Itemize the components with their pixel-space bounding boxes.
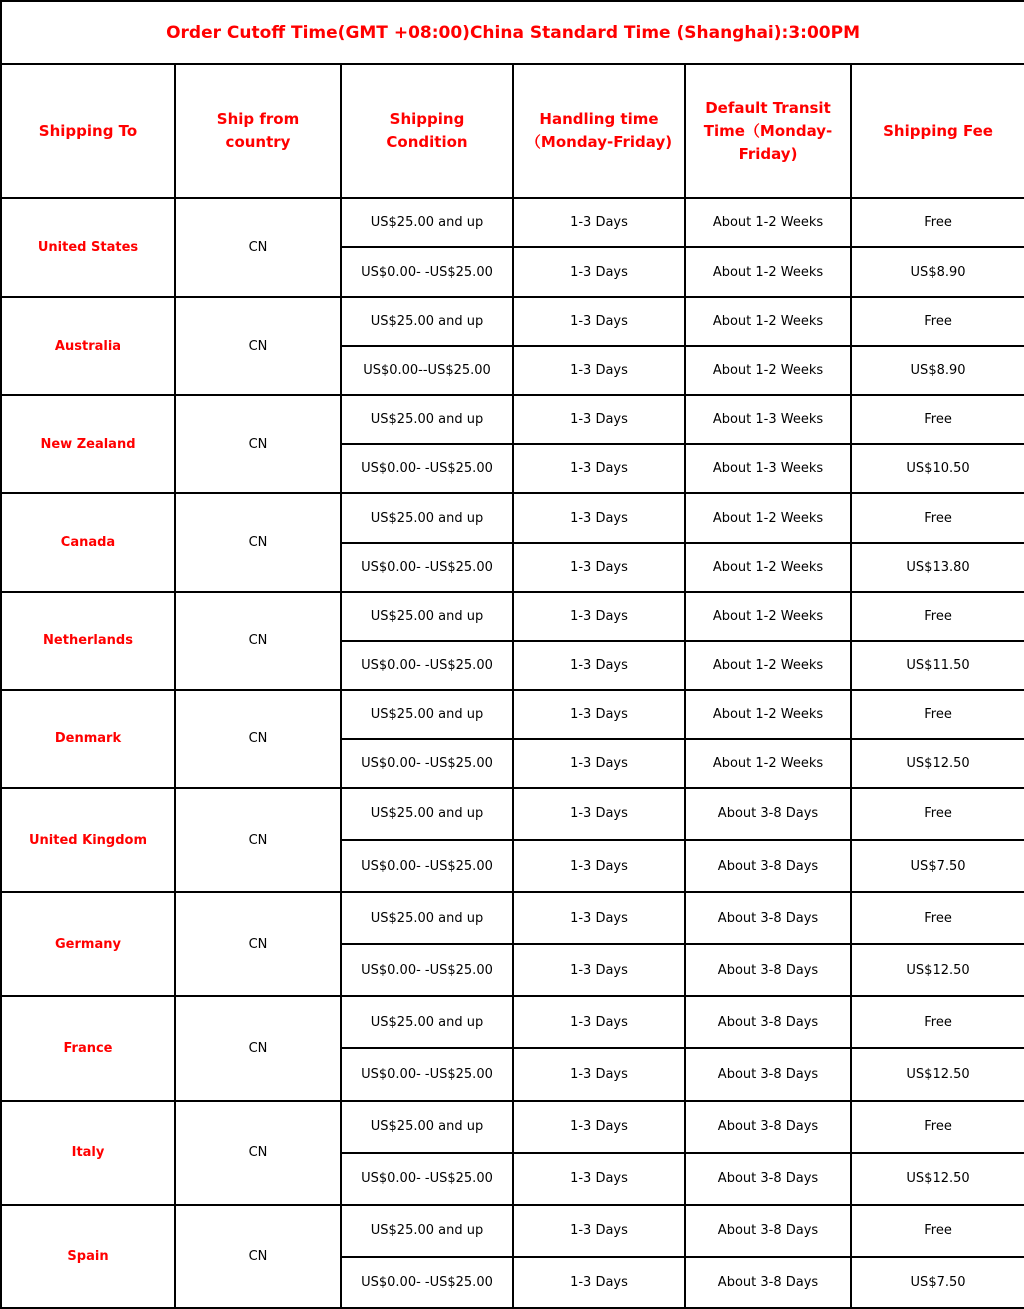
condition-cell: US$25.00 and up	[341, 996, 513, 1048]
handling-cell: 1-3 Days	[513, 493, 685, 542]
table-row	[1, 1101, 1024, 1153]
handling-cell: 1-3 Days	[513, 788, 685, 840]
condition-cell: US$0.00- -US$25.00	[341, 1048, 513, 1100]
header-shipping-fee: Shipping Fee	[851, 64, 1024, 198]
header-shipping-to: Shipping To	[1, 64, 175, 198]
condition-cell: US$25.00 and up	[341, 297, 513, 346]
fee-cell: US$12.50	[851, 1048, 1024, 1100]
country-cell: Germany	[1, 892, 175, 996]
transit-cell: About 1-2 Weeks	[685, 297, 851, 346]
country-cell: United States	[1, 198, 175, 297]
ship-from-cell: CN	[175, 395, 341, 493]
ship-from-cell: CN	[175, 493, 341, 591]
table-row	[1, 493, 1024, 542]
header-handling-time: Handling time（Monday-Friday)	[513, 64, 685, 198]
table-row	[1, 395, 1024, 444]
transit-cell: About 1-2 Weeks	[685, 543, 851, 592]
handling-cell: 1-3 Days	[513, 297, 685, 346]
fee-cell: US$7.50	[851, 840, 1024, 892]
condition-cell: US$25.00 and up	[341, 690, 513, 739]
fee-cell: US$10.50	[851, 444, 1024, 493]
ship-from-cell: CN	[175, 996, 341, 1100]
country-cell: Spain	[1, 1205, 175, 1308]
table-row	[1, 996, 1024, 1048]
country-cell: Canada	[1, 493, 175, 591]
handling-cell: 1-3 Days	[513, 346, 685, 395]
ship-from-cell: CN	[175, 892, 341, 996]
header-transit-time: Default Transit Time（Monday-Friday)	[685, 64, 851, 198]
fee-cell: US$11.50	[851, 641, 1024, 690]
transit-cell: About 3-8 Days	[685, 944, 851, 996]
handling-cell: 1-3 Days	[513, 944, 685, 996]
fee-cell: Free	[851, 592, 1024, 641]
fee-cell: Free	[851, 198, 1024, 247]
table-row	[1, 592, 1024, 641]
country-cell: Australia	[1, 297, 175, 395]
country-cell: New Zealand	[1, 395, 175, 493]
fee-cell: US$7.50	[851, 1257, 1024, 1308]
ship-from-cell: CN	[175, 297, 341, 395]
handling-cell: 1-3 Days	[513, 444, 685, 493]
fee-cell: Free	[851, 297, 1024, 346]
condition-cell: US$0.00- -US$25.00	[341, 739, 513, 788]
transit-cell: About 3-8 Days	[685, 1153, 851, 1205]
condition-cell: US$0.00- -US$25.00	[341, 1153, 513, 1205]
fee-cell: Free	[851, 690, 1024, 739]
fee-cell: US$12.50	[851, 944, 1024, 996]
table-row	[1, 788, 1024, 840]
ship-from-cell: CN	[175, 198, 341, 297]
country-cell: Netherlands	[1, 592, 175, 690]
condition-cell: US$0.00--US$25.00	[341, 346, 513, 395]
ship-from-cell: CN	[175, 690, 341, 788]
condition-cell: US$25.00 and up	[341, 198, 513, 247]
country-cell: Italy	[1, 1101, 175, 1205]
handling-cell: 1-3 Days	[513, 1153, 685, 1205]
condition-cell: US$0.00- -US$25.00	[341, 444, 513, 493]
page-title: Order Cutoff Time(GMT +08:00)China Standard Time (Shanghai):3:00PM	[1, 1, 1024, 64]
transit-cell: About 1-2 Weeks	[685, 690, 851, 739]
transit-cell: About 1-2 Weeks	[685, 592, 851, 641]
condition-cell: US$25.00 and up	[341, 493, 513, 542]
condition-cell: US$25.00 and up	[341, 1205, 513, 1257]
handling-cell: 1-3 Days	[513, 395, 685, 444]
transit-cell: About 3-8 Days	[685, 892, 851, 944]
country-cell: Denmark	[1, 690, 175, 788]
handling-cell: 1-3 Days	[513, 1257, 685, 1308]
ship-from-cell: CN	[175, 1101, 341, 1205]
handling-cell: 1-3 Days	[513, 247, 685, 297]
transit-cell: About 3-8 Days	[685, 1048, 851, 1100]
condition-cell: US$25.00 and up	[341, 892, 513, 944]
handling-cell: 1-3 Days	[513, 1101, 685, 1153]
condition-cell: US$0.00- -US$25.00	[341, 944, 513, 996]
handling-cell: 1-3 Days	[513, 1048, 685, 1100]
condition-cell: US$0.00- -US$25.00	[341, 543, 513, 592]
ship-from-cell: CN	[175, 1205, 341, 1308]
condition-cell: US$25.00 and up	[341, 788, 513, 840]
fee-cell: US$8.90	[851, 346, 1024, 395]
condition-cell: US$0.00- -US$25.00	[341, 247, 513, 297]
country-cell: United Kingdom	[1, 788, 175, 892]
fee-cell: Free	[851, 892, 1024, 944]
handling-cell: 1-3 Days	[513, 641, 685, 690]
transit-cell: About 1-2 Weeks	[685, 346, 851, 395]
transit-cell: About 3-8 Days	[685, 840, 851, 892]
header-row	[1, 64, 1024, 198]
fee-cell: Free	[851, 788, 1024, 840]
condition-cell: US$25.00 and up	[341, 1101, 513, 1153]
header-shipping-condition: Shipping Condition	[341, 64, 513, 198]
table-row	[1, 1205, 1024, 1257]
header-ship-from: Ship from country	[175, 64, 341, 198]
fee-cell: US$8.90	[851, 247, 1024, 297]
transit-cell: About 3-8 Days	[685, 996, 851, 1048]
transit-cell: About 1-2 Weeks	[685, 641, 851, 690]
ship-from-cell: CN	[175, 788, 341, 892]
transit-cell: About 3-8 Days	[685, 1205, 851, 1257]
fee-cell: US$12.50	[851, 739, 1024, 788]
condition-cell: US$0.00- -US$25.00	[341, 840, 513, 892]
transit-cell: About 1-2 Weeks	[685, 739, 851, 788]
transit-cell: About 3-8 Days	[685, 1257, 851, 1308]
handling-cell: 1-3 Days	[513, 198, 685, 247]
transit-cell: About 1-2 Weeks	[685, 198, 851, 247]
condition-cell: US$25.00 and up	[341, 592, 513, 641]
fee-cell: US$12.50	[851, 1153, 1024, 1205]
condition-cell: US$0.00- -US$25.00	[341, 641, 513, 690]
fee-cell: Free	[851, 395, 1024, 444]
transit-cell: About 3-8 Days	[685, 1101, 851, 1153]
title-row	[1, 1, 1024, 64]
handling-cell: 1-3 Days	[513, 690, 685, 739]
table-row	[1, 297, 1024, 346]
handling-cell: 1-3 Days	[513, 543, 685, 592]
fee-cell: Free	[851, 996, 1024, 1048]
transit-cell: About 1-2 Weeks	[685, 247, 851, 297]
fee-cell: US$13.80	[851, 543, 1024, 592]
fee-cell: Free	[851, 1205, 1024, 1257]
table-row	[1, 892, 1024, 944]
transit-cell: About 3-8 Days	[685, 788, 851, 840]
handling-cell: 1-3 Days	[513, 1205, 685, 1257]
table-row	[1, 198, 1024, 247]
transit-cell: About 1-3 Weeks	[685, 444, 851, 493]
handling-cell: 1-3 Days	[513, 996, 685, 1048]
handling-cell: 1-3 Days	[513, 739, 685, 788]
condition-cell: US$0.00- -US$25.00	[341, 1257, 513, 1308]
handling-cell: 1-3 Days	[513, 892, 685, 944]
handling-cell: 1-3 Days	[513, 592, 685, 641]
handling-cell: 1-3 Days	[513, 840, 685, 892]
fee-cell: Free	[851, 1101, 1024, 1153]
transit-cell: About 1-3 Weeks	[685, 395, 851, 444]
fee-cell: Free	[851, 493, 1024, 542]
condition-cell: US$25.00 and up	[341, 395, 513, 444]
table-row	[1, 690, 1024, 739]
ship-from-cell: CN	[175, 592, 341, 690]
country-cell: France	[1, 996, 175, 1100]
transit-cell: About 1-2 Weeks	[685, 493, 851, 542]
